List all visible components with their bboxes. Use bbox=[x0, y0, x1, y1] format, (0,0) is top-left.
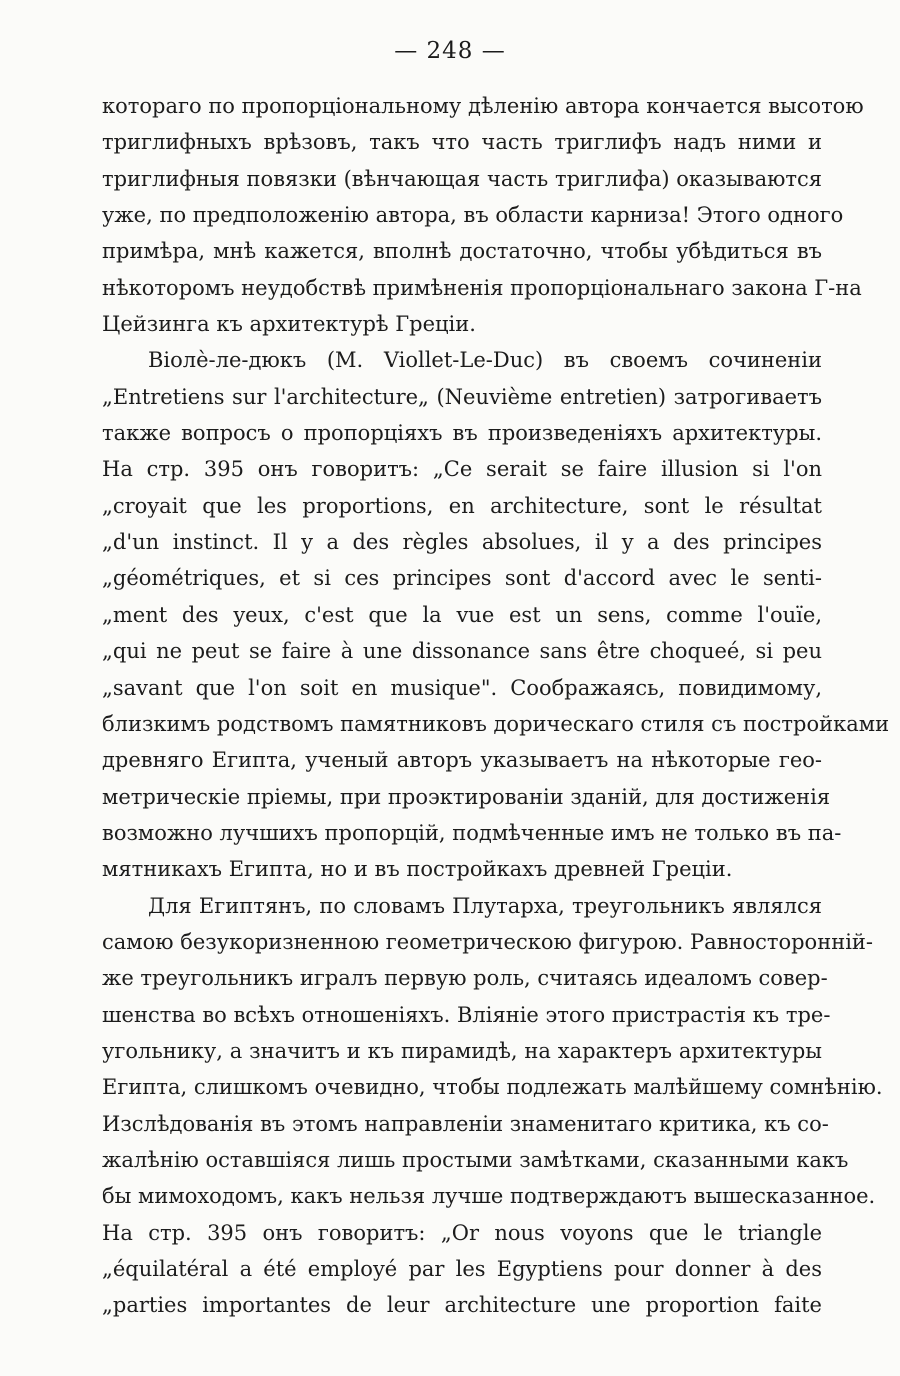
text-line: уже, по предположенію автора, въ области карниза! Этого одного bbox=[102, 203, 844, 228]
text-line: Віолѐ-ле-дюкъ (M. Viollet-Le-Duc) въ своемъ сочиненіи bbox=[148, 348, 822, 373]
text-line: „qui ne peut se faire à une dissonance sans être choqueé, si peu bbox=[102, 639, 822, 664]
text-line: Цейзинга къ архитектурѣ Греціи. bbox=[102, 312, 476, 337]
text-line: „d'un instinct. Il y a des règles absolues, il y a des principes bbox=[102, 530, 822, 555]
text-line: „Entretiens sur l'architecture„ (Neuvième entretien) затрогиваетъ bbox=[102, 384, 822, 409]
text-line: На стр. 395 онъ говоритъ: „Or nous voyons que le triangle bbox=[102, 1220, 822, 1245]
text-line: „ment des yeux, c'est que la vue est un sens, comme l'ouïe, bbox=[102, 602, 822, 627]
text-line: „savant que l'on soit en musique". Соображаясь, повидимому, bbox=[102, 675, 822, 700]
text-line: котораго по пропорціональному дѣленію автора кончается высотою bbox=[102, 94, 864, 118]
text-line: угольнику, а значитъ и къ пирамидѣ, на характеръ архитектуры bbox=[102, 1038, 822, 1063]
text-line: Изслѣдованія въ этомъ направленіи знаменитаго критика, къ со- bbox=[102, 1111, 829, 1136]
text-line: бы мимоходомъ, какъ нельзя лучше подтверждаютъ вышесказанное. bbox=[102, 1184, 876, 1209]
text-line: мятникахъ Египта, но и въ постройкахъ древней Греціи. bbox=[102, 857, 733, 882]
text-line: шенства во всѣхъ отношеніяхъ. Вліяніе этого пристрастія къ тре- bbox=[102, 1002, 831, 1027]
text-line: жалѣнію оставшіяся лишь простыми замѣтками, сказанными какъ bbox=[102, 1147, 849, 1172]
text-line: нѣкоторомъ неудобствѣ примѣненія пропорціональнаго закона Г-на bbox=[102, 275, 862, 300]
text-line: Для Египтянъ, по словамъ Плутарха, треугольникъ являлся bbox=[148, 893, 822, 918]
paragraph bbox=[102, 888, 883, 1324]
text-line: „croyait que les proportions, en architecture, sont le résultat bbox=[102, 493, 822, 518]
text-line: „géométriques, et si ces principes sont d'accord avec le senti- bbox=[102, 566, 822, 591]
text-line: „équilatéral a été employé par les Egyptiens pour donner à des bbox=[102, 1257, 822, 1281]
text-line: На стр. 395 онъ говоритъ: „Ce serait se faire illusion si l'on bbox=[102, 457, 822, 482]
text-line: же треугольникъ игралъ первую роль, считаясь идеаломъ совер- bbox=[102, 966, 828, 991]
paragraph bbox=[102, 342, 890, 887]
page-number: — 248 — bbox=[394, 38, 506, 64]
text-line: метрическіе пріемы, при проэктированіи зданій, для достиженія bbox=[102, 784, 831, 809]
text-line: также вопросъ о пропорціяхъ въ произведеніяхъ архитектуры. bbox=[102, 421, 822, 446]
text-line: триглифныхъ врѣзовъ, такъ что часть триглифъ надъ ними и bbox=[102, 130, 822, 155]
text-line: близкимъ родствомъ памятниковъ дорическаго стиля съ постройками bbox=[102, 711, 890, 736]
text-body bbox=[102, 88, 890, 1324]
text-line: „parties importantes de leur architecture une proportion faite bbox=[102, 1293, 822, 1318]
text-line: триглифныя повязки (вѣнчающая часть триглифа) оказываются bbox=[102, 166, 822, 191]
text-line: возможно лучшихъ пропорцій, подмѣченные имъ не только въ па- bbox=[102, 820, 842, 845]
text-line: древняго Египта, ученый авторъ указываетъ на нѣкоторые гео- bbox=[102, 748, 822, 773]
text-line: примѣра, мнѣ кажется, вполнѣ достаточно, чтобы убѣдиться въ bbox=[102, 239, 822, 264]
paragraph bbox=[102, 88, 864, 342]
text-line: Египта, слишкомъ очевидно, чтобы подлежать малѣйшему сомнѣнію. bbox=[102, 1075, 883, 1100]
text-line: самою безукоризненною геометрическою фигурою. Равносторонній- bbox=[102, 929, 874, 954]
